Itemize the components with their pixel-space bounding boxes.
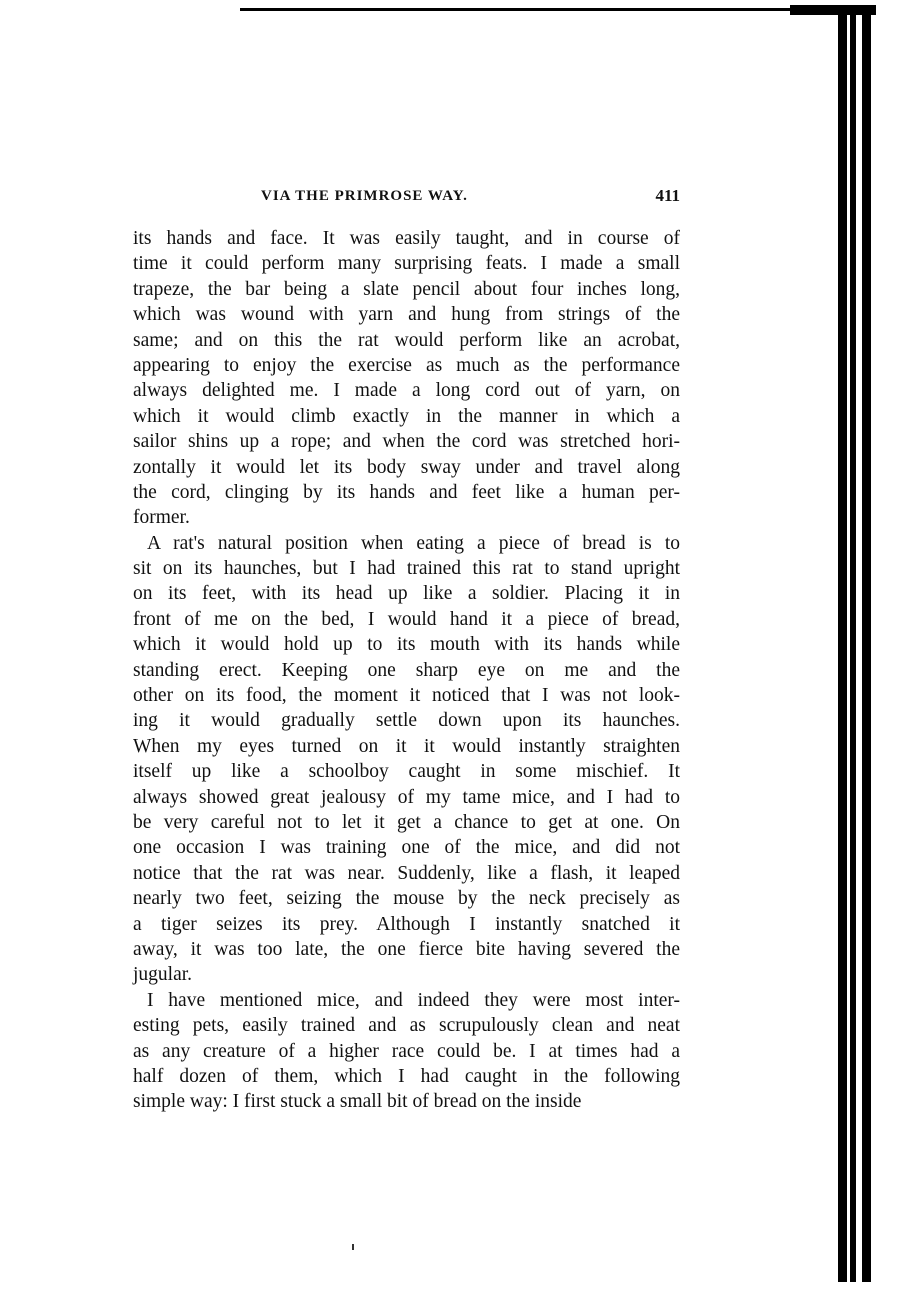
text-line: as any creature of a higher race could be. I at times had a (133, 1040, 680, 1062)
text-line: notice that the rat was near. Suddenly, like a flash, it leaped (133, 862, 680, 884)
running-title: VIA THE PRIMROSE WAY. (261, 188, 468, 204)
text-line: appearing to enjoy the exercise as much as the performance (133, 354, 680, 376)
text-line: half dozen of them, which I had caught in the following (133, 1065, 680, 1087)
text-line: esting pets, easily trained and as scrupulously clean and neat (133, 1015, 680, 1037)
text-line: which it would hold up to its mouth with its hands while (133, 634, 680, 656)
text-line: zontally it would let its body sway under and travel along (133, 456, 680, 478)
text-line: itself up like a schoolboy caught in some mischief. It (133, 761, 680, 783)
page-body (133, 226, 680, 1115)
scan-edge-shadow (862, 14, 871, 1282)
text-line: always delighted me. I made a long cord out of yarn, on (133, 380, 680, 402)
text-line: sailor shins up a rope; and when the cord was stretched hori- (133, 431, 680, 453)
page-number: 411 (655, 186, 680, 205)
text-line: be very careful not to let it get a chance to get at one. On (133, 811, 680, 833)
text-line: trapeze, the bar being a slate pencil about four inches long, (133, 278, 680, 300)
text-line: time it could perform many surprising feats. I made a small (133, 253, 680, 275)
text-line: jugular. (133, 964, 193, 986)
text-line: sit on its haunches, but I had trained this rat to stand upright (133, 558, 680, 580)
text-line: standing erect. Keeping one sharp eye on me and the (133, 659, 680, 681)
text-line: I have mentioned mice, and indeed they were most inter- (147, 989, 680, 1011)
text-line: which it would climb exactly in the manner in which a (133, 405, 680, 427)
text-line: same; and on this the rat would perform like an acrobat, (133, 329, 680, 351)
text-line: the cord, clinging by its hands and feet like a human per- (133, 481, 680, 503)
text-line: away, it was too late, the one fierce bite having severed the (133, 938, 680, 960)
text-line: one occasion I was training one of the mice, and did not (133, 837, 680, 859)
text-line: always showed great jealousy of my tame mice, and I had to (133, 786, 680, 808)
scan-edge-shadow (850, 14, 856, 1282)
text-line: When my eyes turned on it it would instantly straighten (133, 735, 680, 757)
page-header (133, 186, 680, 210)
text-line: which was wound with yarn and hung from strings of the (133, 304, 680, 326)
scan-speck (352, 1244, 354, 1250)
text-line: former. (133, 507, 190, 529)
text-line: simple way: I first stuck a small bit of bread on the inside (133, 1091, 582, 1113)
text-line: front of me on the bed, I would hand it a piece of bread, (133, 608, 680, 630)
text-line: ing it would gradually settle down upon its haunches. (133, 710, 680, 732)
text-line: other on its food, the moment it noticed that I was not look- (133, 685, 680, 707)
text-line: nearly two feet, seizing the mouse by the neck precisely as (133, 888, 680, 910)
text-line: A rat's natural position when eating a piece of bread is to (147, 532, 680, 554)
scan-top-rule (240, 8, 876, 11)
scan-edge-shadow (838, 14, 847, 1282)
text-line: a tiger seizes its prey. Although I instantly snatched it (133, 913, 680, 935)
text-line: its hands and face. It was easily taught, and in course of (133, 228, 680, 249)
text-line: on its feet, with its head up like a soldier. Placing it in (133, 583, 680, 605)
